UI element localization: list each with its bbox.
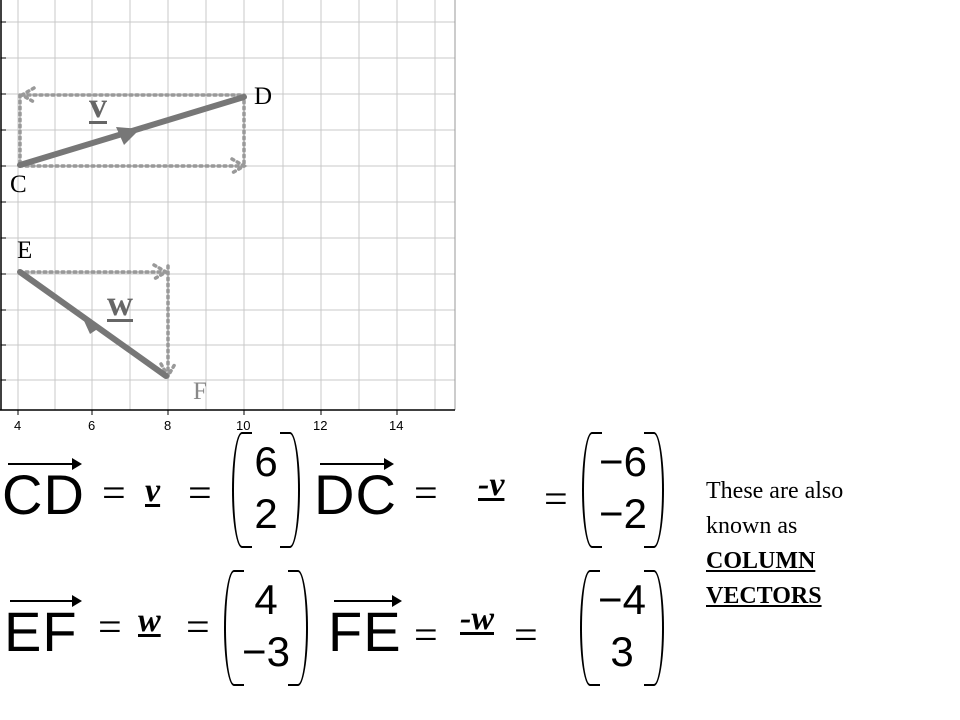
note-emphasis: COLUMN <box>706 548 816 574</box>
vector-cd: CD <box>2 463 85 526</box>
vector-label-w: w <box>107 283 133 323</box>
column-top: −6 <box>599 438 647 485</box>
label-v: v <box>145 472 161 509</box>
point-label-e: E <box>17 237 33 264</box>
label-neg-w: -w <box>460 600 494 637</box>
column-vector-dc <box>582 432 664 548</box>
note-emphasis: VECTORS <box>706 583 822 609</box>
vector-w-arrow <box>20 272 166 376</box>
column-vectors-note <box>706 474 843 614</box>
column-bottom: −2 <box>599 490 647 537</box>
coordinate-grid <box>0 0 460 430</box>
equals-sign: = <box>186 605 210 651</box>
grid-lines <box>0 0 455 410</box>
x-tick-label: 14 <box>389 418 404 433</box>
vector-dc: DC <box>314 463 397 526</box>
label-w: w <box>138 602 161 639</box>
column-top: 6 <box>254 438 278 485</box>
point-label-c: C <box>10 171 27 198</box>
column-vector-ef <box>224 570 308 686</box>
label-neg-v: -v <box>478 466 505 503</box>
equals-sign: = <box>188 471 212 517</box>
note-line: These are also <box>706 478 844 504</box>
equals-sign: = <box>414 471 438 517</box>
w-component-guides <box>20 265 175 376</box>
vector-fe: FE <box>328 600 402 663</box>
x-tick-label: 4 <box>14 418 22 433</box>
equals-sign: = <box>414 613 438 659</box>
vector-ef: EF <box>4 600 78 663</box>
column-bottom: −3 <box>242 628 290 675</box>
column-bottom: 2 <box>254 490 278 537</box>
x-tick-label: 12 <box>313 418 328 433</box>
equals-sign: = <box>98 605 122 651</box>
column-vector-cd <box>232 432 300 548</box>
x-tick-label: 10 <box>236 418 251 433</box>
equals-sign: = <box>544 477 568 523</box>
x-tick-label: 6 <box>88 418 96 433</box>
column-top: −4 <box>598 576 646 623</box>
x-tick-label: 8 <box>164 418 172 433</box>
note-line: known as <box>706 513 798 539</box>
column-vector-fe <box>580 570 664 686</box>
vector-label-v: v <box>89 85 107 125</box>
point-label-d: D <box>254 83 273 110</box>
point-label-f: F <box>193 378 207 405</box>
equals-sign: = <box>514 613 538 659</box>
column-bottom: 3 <box>610 628 634 675</box>
equals-sign: = <box>102 471 126 517</box>
vector-v-arrow <box>20 97 244 165</box>
column-top: 4 <box>254 576 278 623</box>
